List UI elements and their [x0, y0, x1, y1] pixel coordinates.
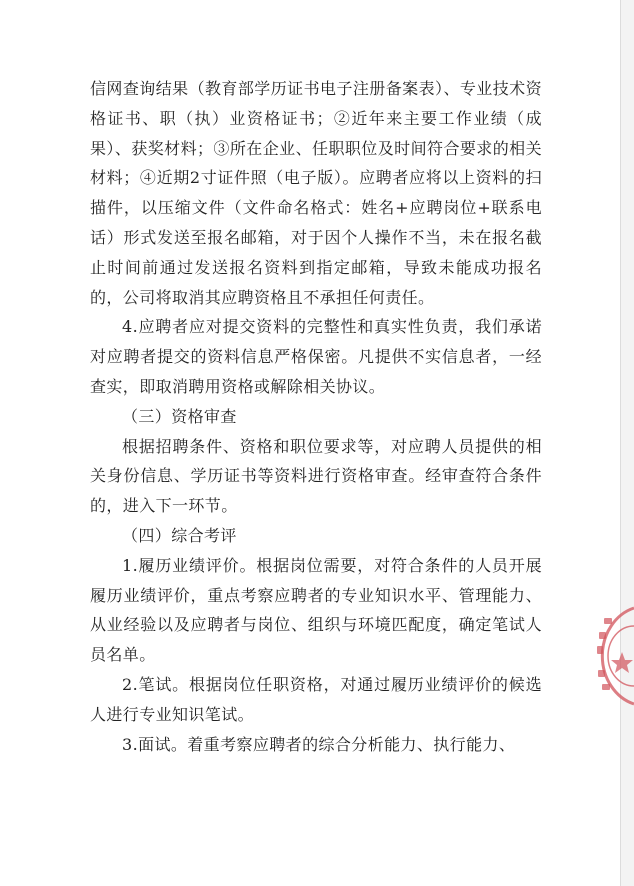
seal-glyph-mark — [604, 618, 612, 624]
paragraph-authenticity: 4.应聘者应对提交资料的完整性和真实性负责，我们承诺对应聘者提交的资料信息严格保密。凡提供不实信息者，一经查实，即取消聘用资格或解除相关协议。 — [90, 317, 542, 396]
paragraph-resume-evaluation: 1.履历业绩评价。根据岗位需要，对符合条件的人员开展履历业绩评价，重点考察应聘者的专业知识水平、管理能力、从业经验以及应聘者与岗位、组织与环境匹配度，确定笔试人员名单。 — [90, 555, 542, 665]
seal-star-icon — [611, 652, 633, 673]
paragraph-submission-materials: 信网查询结果（教育部学历证书电子注册备案表）、专业技术资格证书、职（执）业资格证书；②近年来主要工作业绩（成果）、获奖材料；③所在企业、任职职位及时间符合要求的相关材料；④近期2寸证件照（电子版）。应聘者应将以上资料的扫描件，以压缩文件（文件命名格式：姓名+应聘岗位+联系电话）形式发送至报名邮箱，对于因个人操作不当，未在报名截止时间前通过发送报名资料到指定邮箱，导致未能成功报名的，公司将取消其应聘资格且不承担任何责任。 — [90, 79, 542, 307]
seal-glyph-mark — [597, 646, 603, 654]
seal-glyph-mark — [599, 632, 606, 639]
paragraph-interview: 3.面试。着重考察应聘者的综合分析能力、执行能力、 — [122, 734, 516, 754]
official-seal-stamp — [586, 600, 634, 710]
section-heading-comprehensive-evaluation: （四）综合考评 — [122, 525, 237, 545]
seal-glyph-mark — [602, 684, 610, 690]
section-heading-qualification-review: （三）资格审查 — [122, 406, 237, 426]
seal-glyph-mark — [598, 670, 605, 677]
document-body — [90, 74, 542, 759]
paragraph-qualification-review: 根据招聘条件、资格和职位要求等，对应聘人员提供的相关身份信息、学历证书等资料进行资格审查。经审查符合条件的，进入下一环节。 — [90, 436, 542, 516]
paragraph-written-test: 2.笔试。根据岗位任职资格，对通过履历业绩评价的候选人进行专业知识笔试。 — [90, 674, 542, 724]
